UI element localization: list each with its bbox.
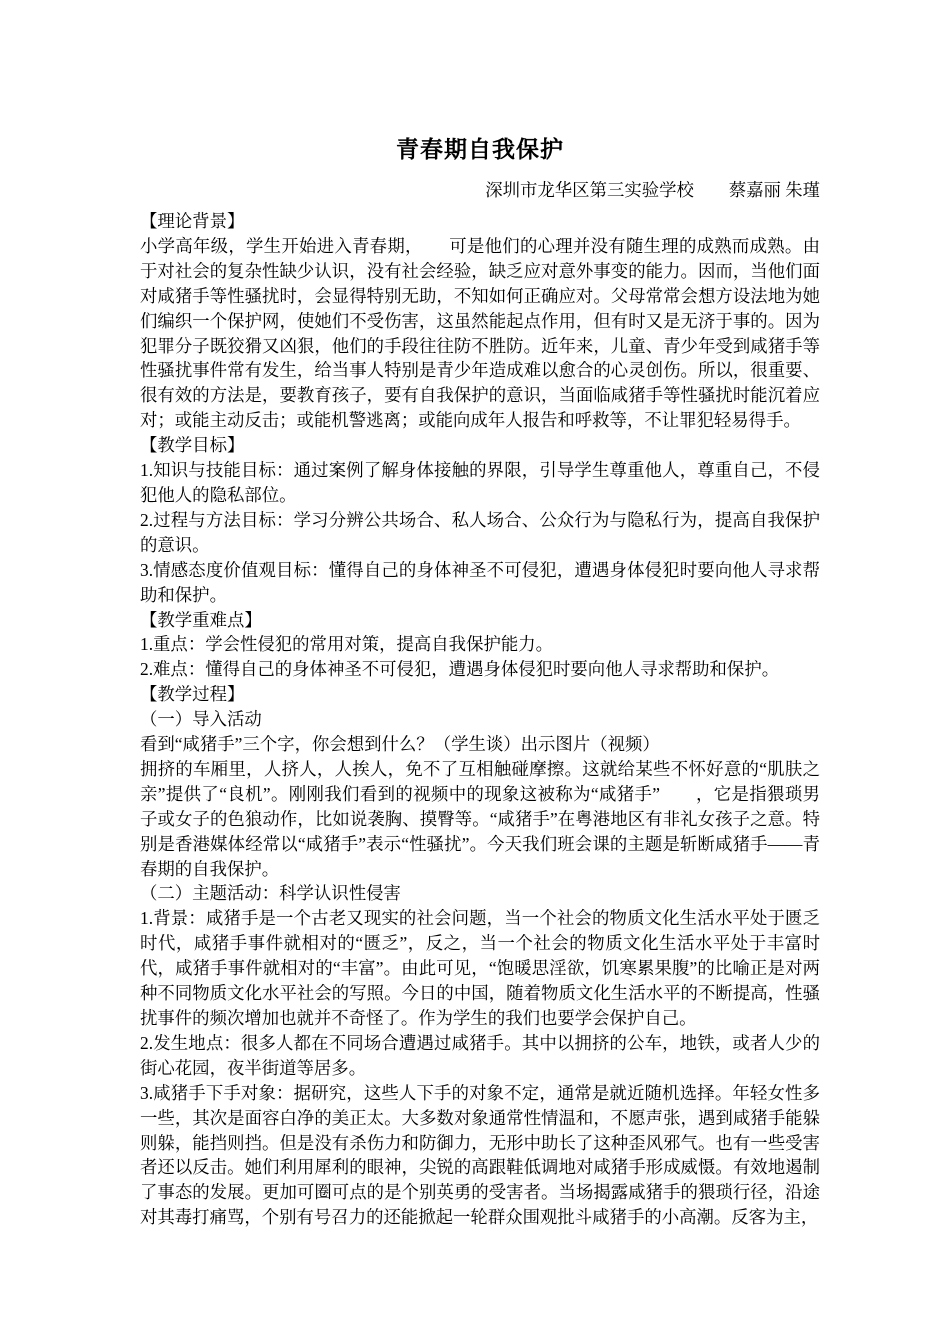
document-byline: 深圳市龙华区第三实验学校 蔡嘉丽 朱瑾 bbox=[485, 180, 820, 200]
section-heading: 【教学目标】 bbox=[140, 435, 245, 456]
body-paragraph: 1.背景：咸猪手是一个古老又现实的社会问题，当一个社会的物质文化生活水平处于匮乏时代，咸猪手事件就相对的“匮乏”，反之，当一个社会的物质文化生活水平处于丰富时代，咸猪手事件就相对的“丰富”。由此可见，“饱暖思淫欲，饥寒累果腹”的比喻正是对两种不同物质文化水平社会的写照。今日的中国，随着物质文化生活水平的不断提高，性骚扰事件的频次增加也就并不奇怪了。作为学生的我们也要学会保护自己。 bbox=[140, 908, 820, 1028]
body-paragraph: 2.难点：懂得自己的身体神圣不可侵犯，遭遇身体侵犯时要向他人寻求帮助和保护。 bbox=[140, 659, 780, 680]
document-title: 青春期自我保护 bbox=[396, 137, 564, 162]
body-paragraph: （一）导入活动 bbox=[140, 709, 262, 730]
section-heading: 【理论背景】 bbox=[140, 211, 245, 231]
body-paragraph: 拥挤的车厢里，人挤人，人挨人，免不了互相触碰摩擦。这就给某些不怀好意的“肌肤之亲”提供了“良机”。刚刚我们看到的视频中的现象这被称为“咸猪手” ，它是指猥琐男子或女子的色狼动作，比如说袭胸、摸臀等。“咸猪手”在粤港地区有非礼女孩子之意。特别是香港媒体经常以“咸猪手”表示“性骚扰”。今天我们班会课的主题是斩断咸猪手——青春期的自我保护。 bbox=[140, 758, 820, 879]
body-paragraph: 2.过程与方法目标：学习分辨公共场合、私人场合、公众行为与隐私行为，提高自我保护的意识。 bbox=[140, 509, 820, 555]
document-body bbox=[140, 209, 820, 1230]
body-paragraph: 3.咸猪手下手对象：据研究，这些人下手的对象不定，通常是就近随机选择。年轻女性多一些，其次是面容白净的美正太。大多数对象通常性情温和，不愿声张，遇到咸猪手能躲则躲，能挡则挡。但是没有杀伤力和防御力，无形中助长了这种歪风邪气。也有一些受害者还以反击。她们利用犀利的眼神，尖锐的高跟鞋低调地对咸猪手形成威慑。有效地遏制了事态的发展。更加可圈可点的是个别英勇的受害者。当场揭露咸猪手的猥琐行径，沿途对其毒打痛骂，个别有号召力的还能掀起一轮群众围观批斗咸猪手的小高潮。反客为主， bbox=[140, 1082, 820, 1228]
body-paragraph: 看到“咸猪手”三个字，你会想到什么？（学生谈）出示图片（视频） bbox=[140, 734, 660, 755]
body-paragraph: （二）主题活动：科学认识性侵害 bbox=[140, 883, 401, 904]
body-paragraph: 2.发生地点：很多人都在不同场合遭遇过咸猪手。其中以拥挤的公车，地铁，或者人少的街心花园，夜半街道等居多。 bbox=[140, 1032, 820, 1078]
body-paragraph: 1.知识与技能目标：通过案例了解身体接触的界限，引导学生尊重他人，尊重自己，不侵犯他人的隐私部位。 bbox=[140, 460, 820, 505]
section-heading: 【教学过程】 bbox=[140, 684, 245, 705]
body-paragraph: 3.情感态度价值观目标：懂得自己的身体神圣不可侵犯，遭遇身体侵犯时要向他人寻求帮助和保护。 bbox=[140, 559, 820, 605]
section-heading: 【教学重难点】 bbox=[140, 609, 262, 630]
body-paragraph: 1.重点：学会性侵犯的常用对策，提高自我保护能力。 bbox=[140, 634, 554, 655]
body-paragraph: 小学高年级，学生开始进入青春期， 可是他们的心理并没有随生理的成熟而成熟。由于对社会的复杂性缺少认识，没有社会经验，缺乏应对意外事变的能力。因而，当他们面对咸猪手等性骚扰时，会显得特别无助，不知如何正确应对。父母常常会想方设法地为她们编织一个保护网，使她们不受伤害，这虽然能起点作用，但有时又是无济于事的。因为犯罪分子既狡猾又凶狠，他们的手段往往防不胜防。近年来，儿童、青少年受到咸猪手等性骚扰事件常有发生，给当事人特别是青少年造成难以愈合的心灵创伤。所以，很重要、很有效的方法是，要教育孩子，要有自我保护的意识，当面临咸猪手等性骚扰时能沉着应对；或能主动反击；或能机警逃离；或能向成年人报告和呼救等，不让罪犯轻易得手。 bbox=[140, 235, 820, 431]
